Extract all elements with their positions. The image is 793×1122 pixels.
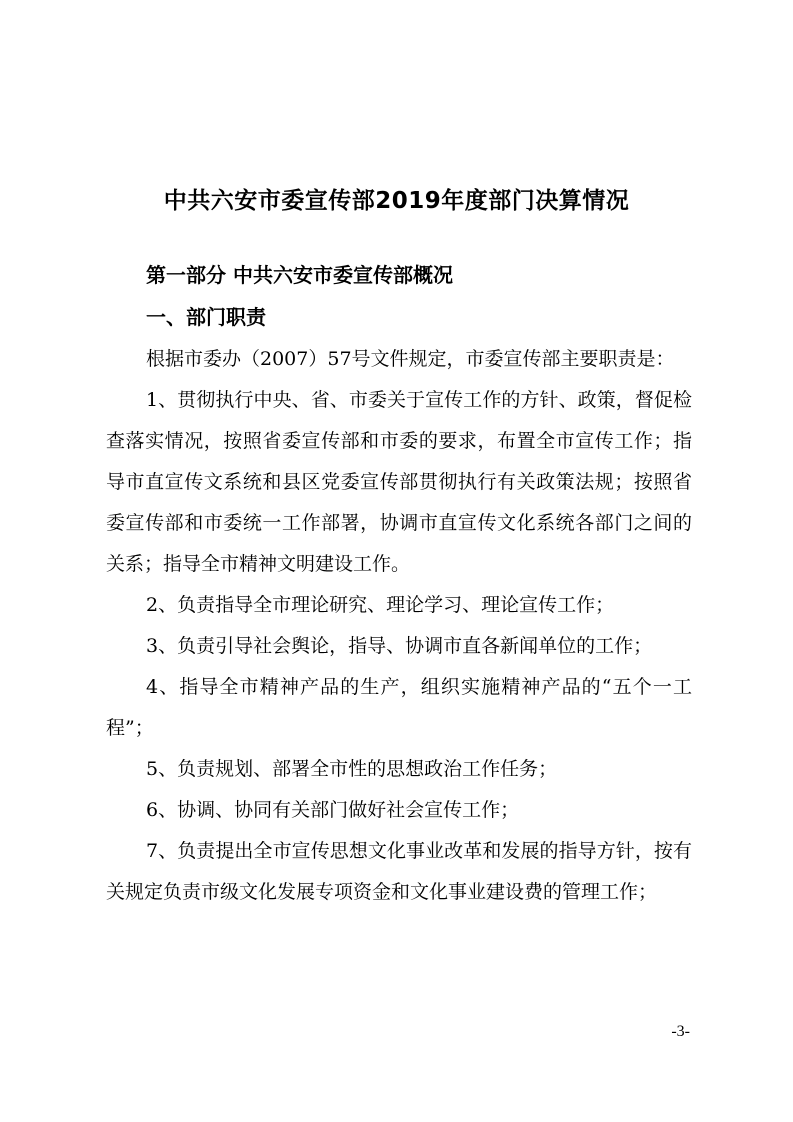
paragraph-duty-7: 7、负责提出全市宣传思想文化事业改革和发展的指导方针，按有关规定负责市级文化发展专项资金和文化事业建设费的管理工作； xyxy=(106,840,692,903)
paragraph-duty-3: 3、负责引导社会舆论，指导、协调市直各新闻单位的工作； xyxy=(146,635,653,657)
paragraph-duty-6: 6、协调、协同有关部门做好社会宣传工作； xyxy=(146,799,520,821)
paragraph-duty-1: 1、贯彻执行中央、省、市委关于宣传工作的方针、政策，督促检查落实情况，按照省委宣传部和市委的要求，布置全市宣传工作；指导市直宣传文系统和县区党委宣传部贯彻执行有关政策法规；按照省委宣传部和市委统一工作部署，协调市直宣传文化系统各部门之间的关系；指导全市精神文明建设工作。 xyxy=(106,389,692,575)
document-title: 中共六安市委宣传部2019年度部门决算情况 xyxy=(163,188,630,214)
body-text xyxy=(106,339,692,913)
paragraph-duty-2: 2、负责指导全市理论研究、理论学习、理论宣传工作； xyxy=(146,594,615,616)
section-heading: 一、部门职责 xyxy=(146,305,266,329)
paragraph-duty-4: 4、指导全市精神产品的生产，组织实施精神产品的“五个一工程”； xyxy=(106,676,692,739)
paragraph-intro: 根据市委办（2007）57号文件规定，市委宣传部主要职责是： xyxy=(146,348,675,370)
page-number: -3- xyxy=(671,1023,690,1040)
paragraph-duty-5: 5、负责规划、部署全市性的思想政治工作任务； xyxy=(146,758,558,780)
part-heading: 第一部分 中共六安市委宣传部概况 xyxy=(146,263,453,287)
